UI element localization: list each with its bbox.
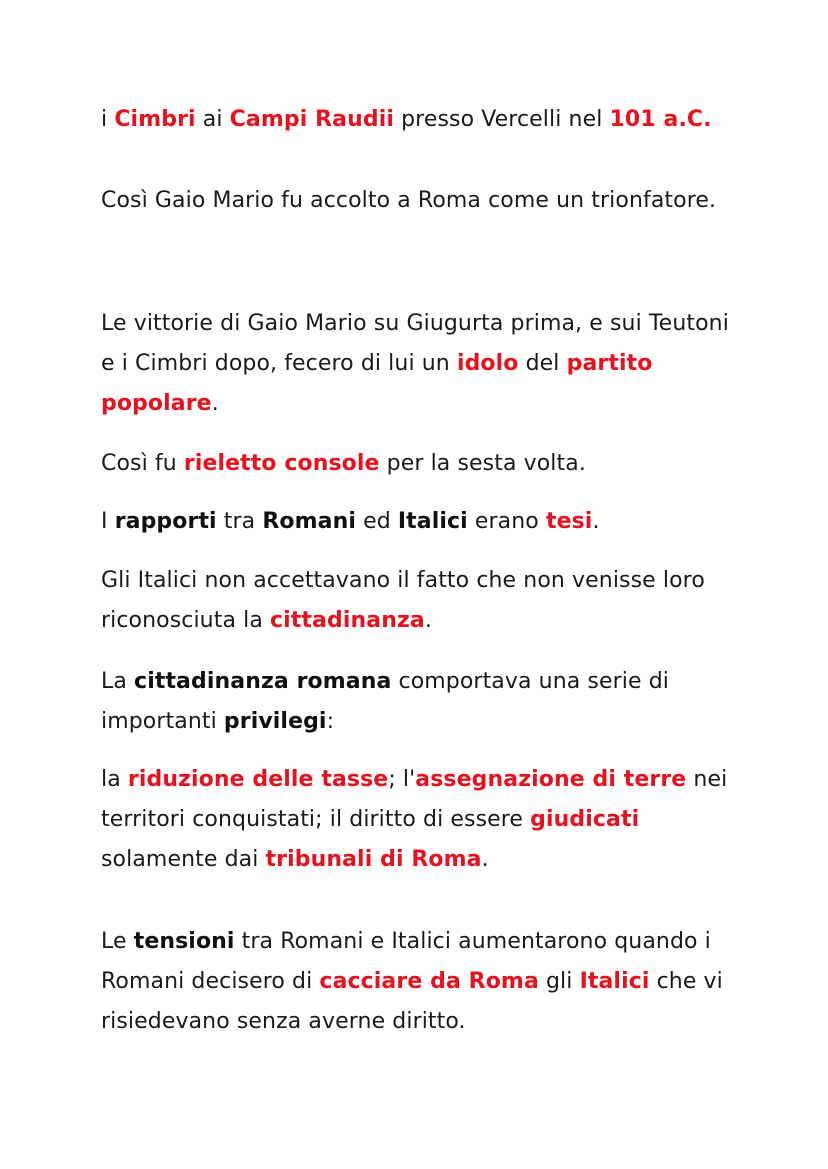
paragraph-reelected <box>101 444 741 484</box>
text-run: . <box>424 608 432 633</box>
bold-term: tensioni <box>133 929 235 954</box>
highlighted-term: riduzione delle tasse <box>127 767 389 792</box>
text-run: i <box>101 107 115 132</box>
highlighted-term: cacciare da Roma <box>319 969 539 994</box>
highlighted-term: partito popolare <box>101 351 653 416</box>
bold-term: Romani <box>262 509 356 534</box>
highlighted-term: assegnazione di terre <box>415 767 687 792</box>
text-run: per la sesta volta. <box>379 451 586 476</box>
text-run: comportava una serie di importanti <box>101 669 669 734</box>
paragraph-cimbri-battle <box>101 100 741 140</box>
highlighted-term: Italici <box>579 969 650 994</box>
text-run: ed <box>355 509 398 534</box>
bold-term: privilegi <box>223 709 327 734</box>
text-run: la <box>101 767 128 792</box>
text-run: del <box>518 351 567 376</box>
bold-term: cittadinanza romana <box>134 669 392 694</box>
text-run: . <box>592 509 600 534</box>
highlighted-term: Cimbri <box>114 107 196 132</box>
text-run: tra Romani e Italici aumentarono quando i Romani decisero di <box>101 929 711 994</box>
highlighted-term: giudicati <box>530 807 640 832</box>
paragraph-tensions <box>101 922 741 1042</box>
highlighted-term: rieletto console <box>183 451 380 476</box>
paragraph-relations <box>101 502 741 542</box>
text-run: presso Vercelli nel <box>394 107 610 132</box>
text-run: che vi risiedevano senza averne diritto. <box>101 969 723 1034</box>
paragraph-victories <box>101 304 741 424</box>
highlighted-term: idolo <box>456 351 519 376</box>
text-run: . <box>481 847 489 872</box>
bold-term: rapporti <box>114 509 217 534</box>
text-run: . <box>211 391 219 416</box>
text-run: gli <box>538 969 580 994</box>
text-run: ai <box>195 107 230 132</box>
highlighted-term: tribunali di Roma <box>265 847 482 872</box>
text-run: solamente dai <box>101 847 266 872</box>
text-run: nei territori conquistati; il diritto di essere <box>101 767 728 832</box>
paragraph-citizenship-privileges <box>101 662 741 742</box>
text-run: Le <box>101 929 134 954</box>
text-run: : <box>326 709 335 734</box>
highlighted-term: cittadinanza <box>270 608 425 633</box>
paragraph-privileges-list <box>101 760 741 880</box>
paragraph-citizenship-denied <box>101 561 741 641</box>
highlighted-term: Campi Raudii <box>229 107 394 132</box>
paragraph-triumph <box>101 181 741 221</box>
text-run: La <box>101 669 135 694</box>
text-run: Così Gaio Mario fu accolto a Roma come un trionfatore. <box>101 188 717 213</box>
text-run: tra <box>216 509 263 534</box>
text-run: erano <box>467 509 546 534</box>
text-run: Le vittorie di Gaio Mario su Giugurta prima, e sui Teutoni e i Cimbri dopo, fecero di lui un <box>101 311 729 376</box>
bold-term: Italici <box>397 509 468 534</box>
text-run: I <box>101 509 115 534</box>
text-run: Così fu <box>101 451 184 476</box>
text-run: Gli Italici non accettavano il fatto che non venisse loro riconosciuta la <box>101 568 705 633</box>
text-run: ; l' <box>388 767 416 792</box>
highlighted-term: tesi <box>545 509 593 534</box>
highlighted-term: 101 a.C. <box>609 107 712 132</box>
